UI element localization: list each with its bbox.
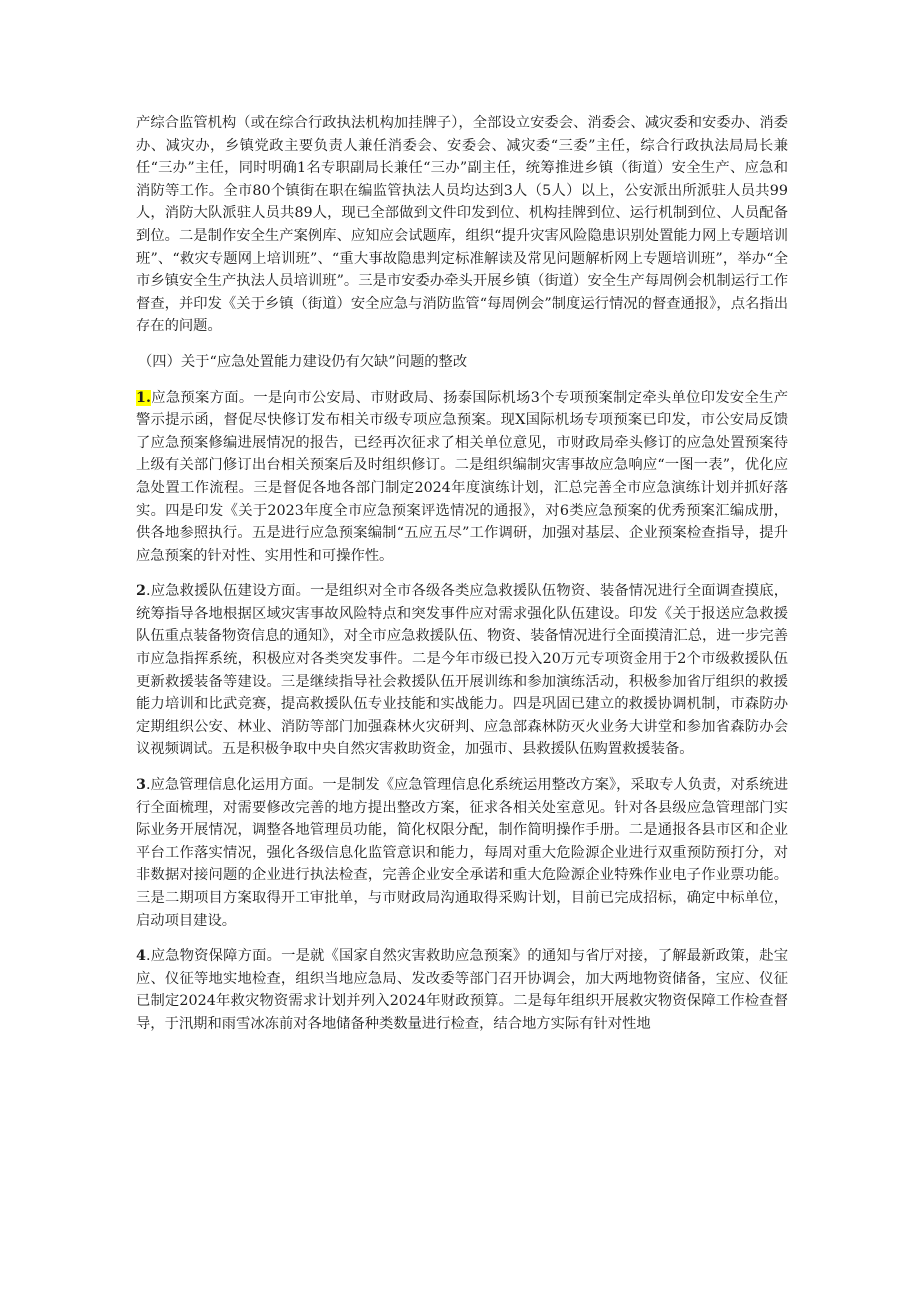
list-item-material-supply [136, 945, 788, 1035]
item-number: 3 [136, 777, 146, 794]
item-text: .应急管理信息化运用方面。一是制发《应急管理信息化系统运用整改方案》，采取专人负责，对系统进行全面梳理，对需要修改完善的地方提出整改方案，征求各相关处室意见。针对各县级应急管理部门实际业务开展情况，调整各地管理员功能，简化权限分配，制作简明操作手册。二是通报各县市区和企业平台工作落实情况，强化各级信息化监管意识和能力，每周对重大危险源企业进行双重预防预打分，对非数据对接问题的企业进行执法检查，完善企业安全承诺和重大危险源企业特殊作业电子作业票功能。三是二期项目方案取得开工审批单，与市财政局沟通取得采购计划，目前已完成招标，确定中标单位，启动项目建设。 [136, 777, 788, 929]
item-number: 4 [136, 948, 146, 965]
document-page [136, 112, 788, 1049]
list-item-rescue-teams [136, 580, 788, 761]
list-item-informatization [136, 774, 788, 932]
section-heading: （四）关于“应急处置能力建设仍有欠缺”问题的整改 [138, 353, 468, 370]
item-number: 2 [136, 583, 146, 600]
item-text: .应急救援队伍建设方面。一是组织对全市各级各类应急救援队伍物资、装备情况进行全面调查摸底，统筹指导各地根据区域灾害事故风险特点和突发事件应对需求强化队伍建设。印发《关于报送应急救援队伍重点装备物资信息的通知》，对全市应急救援队伍、物资、装备情况进行全面摸清汇总，进一步完善市应急指挥系统，积极应对各类突发事件。二是今年市级已投入20万元专项资金用于2个市级救援队伍更新救援装备等建设。三是继续指导社会救援队伍开展训练和参加演练活动，积极参加省厅组织的救援能力培训和比武竞赛，提高救援队伍专业技能和实战能力。四是巩固已建立的救援协调机制，市森防办定期组织公安、林业、消防等部门加强森林火灾研判、应急部森林防灭火业务大讲堂和参加省森防办会议视频调试。五是积极争取中央自然灾害救助资金，加强市、县救援队伍购置救援装备。 [136, 583, 788, 758]
item-number-highlight: 1. [136, 389, 151, 406]
item-text: .应急物资保障方面。一是就《国家自然灾害救助应急预案》的通知与省厅对接，了解最新政策，赴宝应、仪征等地实地检查，组织当地应急局、发改委等部门召开协调会，加大两地物资储备，宝应、仪征已制定2024年救灾物资需求计划并列入2024年财政预算。二是每年组织开展救灾物资保障工作检查督导，于汛期和雨雪冰冻前对各地储备种类数量进行检查，结合地方实际有针对性地 [136, 948, 788, 1032]
paragraph-intro: 产综合监管机构（或在综合行政执法机构加挂牌子），全部设立安委会、消委会、减灾委和安委办、消委办、减灾办，乡镇党政主要负责人兼任消委会、安委会、减灾委“三委”主任，综合行政执法局局长兼任“三办”主任，同时明确1名专职副局长兼任“三办”副主任，统筹推进乡镇（街道）安全生产、应急和消防等工作。全市80个镇街在职在编监管执法人员均达到3人（5人）以上，公安派出所派驻人员共99人，消防大队派驻人员共89人，现已全部做到文件印发到位、机构挂牌到位、运行机制到位、人员配备到位。二是制作安全生产案例库、应知应会试题库，组织“提升灾害风险隐患识别处置能力网上专题培训班”、“救灾专题网上培训班”、“重大事故隐患判定标准解读及常见问题解析网上专题培训班”，举办“全市乡镇安全生产执法人员培训班”。三是市安委办牵头开展乡镇（街道）安全生产每周例会机制运行工作督查，并印发《关于乡镇（街道）安全应急与消防监管“每周例会”制度运行情况的督查通报》，点名指出存在的问题。 [136, 115, 789, 335]
list-item-emergency-plans [136, 387, 788, 568]
item-text: 应急预案方面。一是向市公安局、市财政局、扬泰国际机场3个专项预案制定牵头单位印发安全生产警示提示函，督促尽快修订发布相关市级专项应急预案。现X国际机场专项预案已印发，市公安局反馈了应急预案修编进展情况的报告，已经再次征求了相关单位意见，市财政局牵头修订的应急处置预案待上级有关部门修订出台相关预案后及时组织修订。二是组织编制灾害事故应急响应“一图一表”，优化应急处置工作流程。三是督促各地各部门制定2024年度演练计划，汇总完善全市应急演练计划并抓好落实。四是印发《关于2023年度全市应急预案评选情况的通报》，对6类应急预案的优秀预案汇编成册，供各地参照执行。五是进行应急预案编制“五应五尽”工作调研，加强对基层、企业预案检查指导，提升应急预案的针对性、实用性和可操作性。 [136, 389, 788, 564]
